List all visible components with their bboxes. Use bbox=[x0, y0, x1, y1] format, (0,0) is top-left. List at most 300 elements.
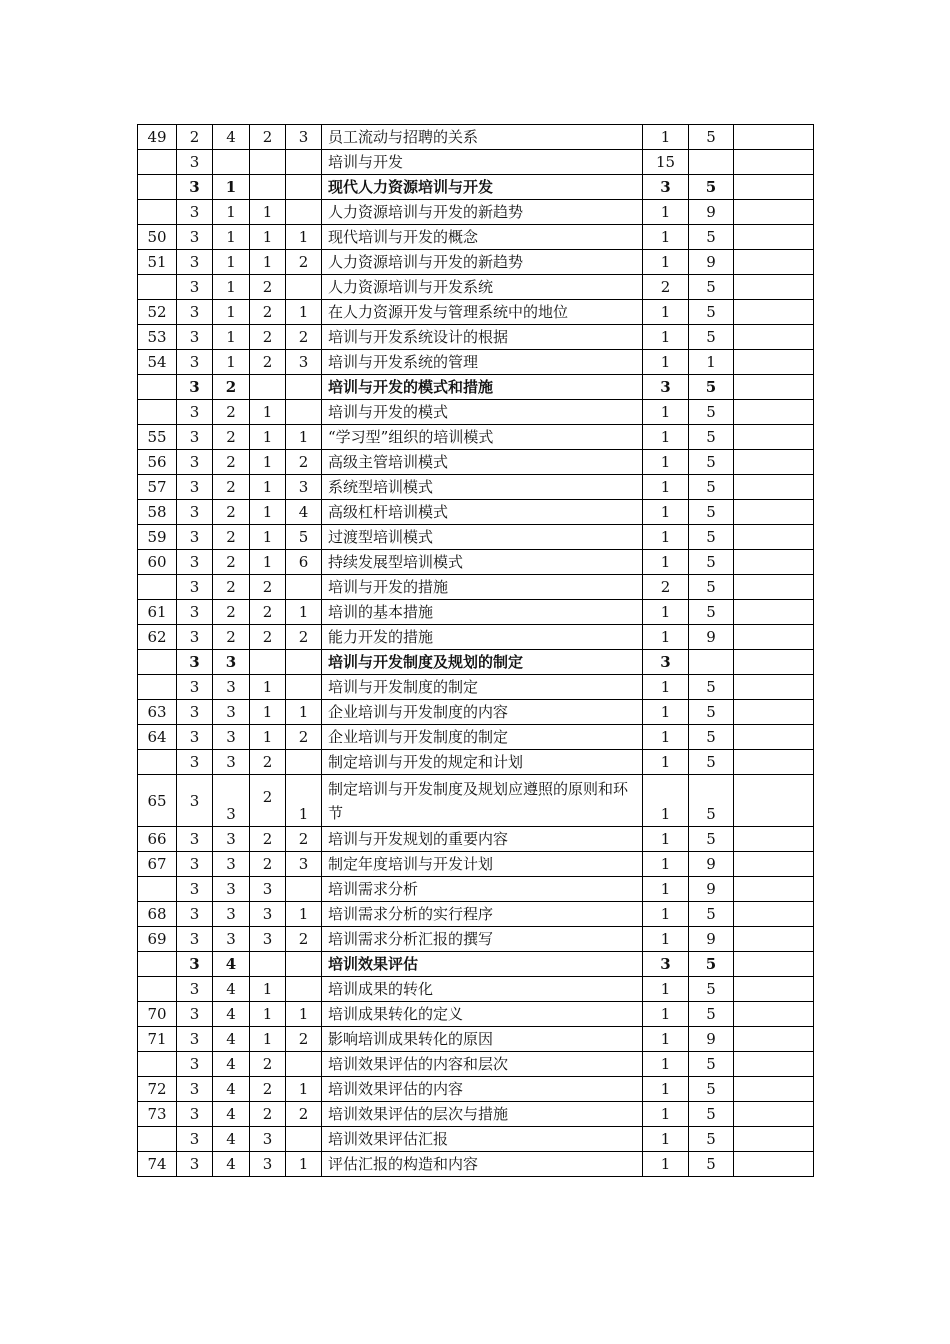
cell-level-3: 2 bbox=[250, 750, 286, 775]
table-row bbox=[138, 275, 814, 300]
cell-level-1: 3 bbox=[177, 1077, 213, 1102]
cell-value-a: 1 bbox=[643, 775, 689, 827]
cell-item-no: 53 bbox=[138, 325, 177, 350]
cell-level-3: 1 bbox=[250, 225, 286, 250]
table-row bbox=[138, 775, 814, 827]
cell-note bbox=[734, 125, 814, 150]
cell-level-3: 3 bbox=[250, 1152, 286, 1177]
cell-value-b: 9 bbox=[689, 625, 734, 650]
cell-level-2: 3 bbox=[213, 827, 250, 852]
cell-level-1: 3 bbox=[177, 500, 213, 525]
cell-level-2: 3 bbox=[213, 675, 250, 700]
cell-value-b bbox=[689, 650, 734, 675]
table-row bbox=[138, 250, 814, 275]
cell-topic: 高级杠杆培训模式 bbox=[322, 500, 643, 525]
cell-item-no: 54 bbox=[138, 350, 177, 375]
cell-item-no: 60 bbox=[138, 550, 177, 575]
cell-note bbox=[734, 750, 814, 775]
cell-level-3: 1 bbox=[250, 200, 286, 225]
cell-value-b: 5 bbox=[689, 750, 734, 775]
cell-level-1: 3 bbox=[177, 1127, 213, 1152]
cell-level-1: 3 bbox=[177, 1102, 213, 1127]
cell-topic: 制定培训与开发制度及规划应遵照的原则和环节 bbox=[322, 775, 643, 827]
cell-level-1: 3 bbox=[177, 450, 213, 475]
cell-level-4: 2 bbox=[286, 450, 322, 475]
cell-level-2: 2 bbox=[213, 450, 250, 475]
cell-note bbox=[734, 575, 814, 600]
cell-level-4: 1 bbox=[286, 902, 322, 927]
cell-level-3: 3 bbox=[250, 927, 286, 952]
cell-level-1: 3 bbox=[177, 550, 213, 575]
table-row bbox=[138, 927, 814, 952]
cell-value-b: 5 bbox=[689, 225, 734, 250]
cell-level-4 bbox=[286, 575, 322, 600]
cell-level-4 bbox=[286, 675, 322, 700]
cell-topic: 持续发展型培训模式 bbox=[322, 550, 643, 575]
cell-value-b: 5 bbox=[689, 550, 734, 575]
cell-topic: 培训需求分析汇报的撰写 bbox=[322, 927, 643, 952]
cell-level-2: 2 bbox=[213, 425, 250, 450]
cell-value-a: 1 bbox=[643, 927, 689, 952]
cell-level-2: 4 bbox=[213, 1027, 250, 1052]
cell-level-4: 1 bbox=[286, 225, 322, 250]
cell-level-3 bbox=[250, 650, 286, 675]
cell-level-4: 1 bbox=[286, 425, 322, 450]
cell-topic: 培训与开发规划的重要内容 bbox=[322, 827, 643, 852]
cell-level-2: 1 bbox=[213, 325, 250, 350]
cell-level-3: 2 bbox=[250, 775, 286, 827]
cell-level-3: 1 bbox=[250, 550, 286, 575]
cell-level-1: 3 bbox=[177, 1027, 213, 1052]
cell-level-2: 4 bbox=[213, 1102, 250, 1127]
cell-value-b: 5 bbox=[689, 1152, 734, 1177]
cell-topic: 人力资源培训与开发的新趋势 bbox=[322, 200, 643, 225]
cell-value-b: 5 bbox=[689, 275, 734, 300]
cell-level-1: 2 bbox=[177, 125, 213, 150]
table-row bbox=[138, 400, 814, 425]
cell-topic: 现代培训与开发的概念 bbox=[322, 225, 643, 250]
cell-value-a: 1 bbox=[643, 600, 689, 625]
cell-note bbox=[734, 1052, 814, 1077]
cell-level-2: 2 bbox=[213, 375, 250, 400]
cell-level-3: 2 bbox=[250, 1052, 286, 1077]
cell-level-2: 1 bbox=[213, 350, 250, 375]
cell-note bbox=[734, 325, 814, 350]
cell-level-1: 3 bbox=[177, 877, 213, 902]
cell-level-3 bbox=[250, 175, 286, 200]
cell-note bbox=[734, 425, 814, 450]
cell-note bbox=[734, 977, 814, 1002]
cell-level-1: 3 bbox=[177, 475, 213, 500]
cell-note bbox=[734, 1127, 814, 1152]
table-row bbox=[138, 1152, 814, 1177]
cell-item-no: 65 bbox=[138, 775, 177, 827]
cell-note bbox=[734, 625, 814, 650]
cell-level-2: 2 bbox=[213, 575, 250, 600]
cell-value-a: 1 bbox=[643, 350, 689, 375]
cell-value-b: 5 bbox=[689, 325, 734, 350]
cell-value-b: 5 bbox=[689, 827, 734, 852]
cell-value-b: 5 bbox=[689, 775, 734, 827]
cell-level-1: 3 bbox=[177, 700, 213, 725]
cell-level-2: 3 bbox=[213, 750, 250, 775]
cell-item-no bbox=[138, 150, 177, 175]
cell-topic: 培训需求分析的实行程序 bbox=[322, 902, 643, 927]
cell-note bbox=[734, 375, 814, 400]
cell-item-no bbox=[138, 675, 177, 700]
cell-level-2: 4 bbox=[213, 1152, 250, 1177]
cell-item-no: 64 bbox=[138, 725, 177, 750]
cell-note bbox=[734, 952, 814, 977]
table-row bbox=[138, 725, 814, 750]
cell-level-2: 2 bbox=[213, 625, 250, 650]
cell-note bbox=[734, 775, 814, 827]
cell-level-2: 3 bbox=[213, 650, 250, 675]
cell-item-no: 72 bbox=[138, 1077, 177, 1102]
cell-level-1: 3 bbox=[177, 1152, 213, 1177]
cell-value-b: 5 bbox=[689, 700, 734, 725]
cell-level-2: 3 bbox=[213, 775, 250, 827]
cell-value-a: 1 bbox=[643, 475, 689, 500]
cell-level-4: 1 bbox=[286, 1077, 322, 1102]
cell-note bbox=[734, 1102, 814, 1127]
cell-level-1: 3 bbox=[177, 300, 213, 325]
table-row bbox=[138, 977, 814, 1002]
cell-topic: 培训效果评估的内容 bbox=[322, 1077, 643, 1102]
cell-topic: 培训与开发的措施 bbox=[322, 575, 643, 600]
cell-value-a: 1 bbox=[643, 625, 689, 650]
cell-level-2: 2 bbox=[213, 600, 250, 625]
table-row bbox=[138, 600, 814, 625]
table-row bbox=[138, 300, 814, 325]
cell-value-b: 5 bbox=[689, 1102, 734, 1127]
cell-level-4: 6 bbox=[286, 550, 322, 575]
cell-item-no bbox=[138, 1052, 177, 1077]
cell-value-b: 5 bbox=[689, 525, 734, 550]
cell-value-a: 2 bbox=[643, 575, 689, 600]
cell-level-3 bbox=[250, 375, 286, 400]
cell-item-no bbox=[138, 575, 177, 600]
cell-level-4: 1 bbox=[286, 700, 322, 725]
table-row bbox=[138, 500, 814, 525]
table-row bbox=[138, 1077, 814, 1102]
cell-level-1: 3 bbox=[177, 927, 213, 952]
cell-level-2: 1 bbox=[213, 200, 250, 225]
cell-note bbox=[734, 250, 814, 275]
table-row bbox=[138, 625, 814, 650]
cell-level-3: 1 bbox=[250, 250, 286, 275]
table-row bbox=[138, 650, 814, 675]
cell-level-4: 5 bbox=[286, 525, 322, 550]
table-row bbox=[138, 475, 814, 500]
cell-level-2: 1 bbox=[213, 225, 250, 250]
cell-topic: 企业培训与开发制度的内容 bbox=[322, 700, 643, 725]
table-row bbox=[138, 375, 814, 400]
cell-value-a: 3 bbox=[643, 952, 689, 977]
cell-value-a: 1 bbox=[643, 400, 689, 425]
cell-value-b: 5 bbox=[689, 400, 734, 425]
cell-value-b: 9 bbox=[689, 250, 734, 275]
cell-level-3 bbox=[250, 150, 286, 175]
table-row bbox=[138, 175, 814, 200]
cell-item-no bbox=[138, 400, 177, 425]
cell-level-3: 3 bbox=[250, 902, 286, 927]
cell-topic: 培训效果评估汇报 bbox=[322, 1127, 643, 1152]
cell-item-no: 55 bbox=[138, 425, 177, 450]
cell-level-4 bbox=[286, 200, 322, 225]
cell-item-no bbox=[138, 200, 177, 225]
cell-level-1: 3 bbox=[177, 250, 213, 275]
table-body bbox=[138, 125, 814, 1177]
cell-level-1: 3 bbox=[177, 575, 213, 600]
cell-level-2: 4 bbox=[213, 952, 250, 977]
syllabus-table bbox=[137, 124, 814, 1177]
cell-level-3: 2 bbox=[250, 275, 286, 300]
cell-value-a: 1 bbox=[643, 1102, 689, 1127]
cell-value-b bbox=[689, 150, 734, 175]
cell-item-no bbox=[138, 175, 177, 200]
cell-level-3 bbox=[250, 952, 286, 977]
cell-value-a: 2 bbox=[643, 275, 689, 300]
cell-topic: 现代人力资源培训与开发 bbox=[322, 175, 643, 200]
cell-topic: 培训与开发的模式和措施 bbox=[322, 375, 643, 400]
cell-item-no: 63 bbox=[138, 700, 177, 725]
cell-value-a: 1 bbox=[643, 1127, 689, 1152]
cell-level-2: 1 bbox=[213, 175, 250, 200]
cell-value-a: 1 bbox=[643, 700, 689, 725]
cell-level-4: 1 bbox=[286, 1002, 322, 1027]
cell-level-1: 3 bbox=[177, 425, 213, 450]
cell-level-1: 3 bbox=[177, 775, 213, 827]
cell-note bbox=[734, 650, 814, 675]
cell-level-3: 2 bbox=[250, 1102, 286, 1127]
cell-level-1: 3 bbox=[177, 902, 213, 927]
cell-topic: 培训与开发 bbox=[322, 150, 643, 175]
cell-note bbox=[734, 877, 814, 902]
cell-topic: 过渡型培训模式 bbox=[322, 525, 643, 550]
cell-note bbox=[734, 525, 814, 550]
cell-level-2: 4 bbox=[213, 125, 250, 150]
cell-value-a: 1 bbox=[643, 877, 689, 902]
cell-level-3: 3 bbox=[250, 877, 286, 902]
cell-value-b: 5 bbox=[689, 675, 734, 700]
table-row bbox=[138, 150, 814, 175]
cell-value-a: 1 bbox=[643, 852, 689, 877]
cell-value-a: 3 bbox=[643, 650, 689, 675]
cell-value-a: 1 bbox=[643, 425, 689, 450]
cell-topic: 培训与开发制度及规划的制定 bbox=[322, 650, 643, 675]
cell-value-a: 1 bbox=[643, 977, 689, 1002]
cell-level-4 bbox=[286, 150, 322, 175]
cell-item-no: 69 bbox=[138, 927, 177, 952]
cell-level-1: 3 bbox=[177, 650, 213, 675]
cell-level-3: 1 bbox=[250, 525, 286, 550]
cell-level-2: 2 bbox=[213, 475, 250, 500]
cell-level-3: 2 bbox=[250, 852, 286, 877]
cell-level-1: 3 bbox=[177, 750, 213, 775]
cell-level-3: 1 bbox=[250, 425, 286, 450]
cell-value-b: 5 bbox=[689, 1052, 734, 1077]
cell-item-no: 49 bbox=[138, 125, 177, 150]
cell-level-4 bbox=[286, 952, 322, 977]
cell-level-2: 2 bbox=[213, 500, 250, 525]
cell-value-b: 5 bbox=[689, 375, 734, 400]
cell-note bbox=[734, 700, 814, 725]
cell-note bbox=[734, 175, 814, 200]
cell-item-no: 59 bbox=[138, 525, 177, 550]
cell-level-2: 3 bbox=[213, 725, 250, 750]
cell-note bbox=[734, 400, 814, 425]
cell-topic: 高级主管培训模式 bbox=[322, 450, 643, 475]
cell-value-b: 5 bbox=[689, 175, 734, 200]
cell-value-a: 1 bbox=[643, 225, 689, 250]
cell-item-no: 71 bbox=[138, 1027, 177, 1052]
cell-level-3: 2 bbox=[250, 325, 286, 350]
cell-level-2: 2 bbox=[213, 550, 250, 575]
cell-value-b: 5 bbox=[689, 1002, 734, 1027]
cell-level-4: 4 bbox=[286, 500, 322, 525]
table-row bbox=[138, 877, 814, 902]
table-row bbox=[138, 550, 814, 575]
cell-item-no: 57 bbox=[138, 475, 177, 500]
cell-note bbox=[734, 225, 814, 250]
cell-topic: 制定培训与开发的规定和计划 bbox=[322, 750, 643, 775]
cell-level-3: 1 bbox=[250, 475, 286, 500]
cell-value-a: 1 bbox=[643, 250, 689, 275]
cell-level-3: 1 bbox=[250, 1027, 286, 1052]
cell-item-no: 50 bbox=[138, 225, 177, 250]
cell-level-3: 3 bbox=[250, 1127, 286, 1152]
cell-item-no: 68 bbox=[138, 902, 177, 927]
cell-level-4: 2 bbox=[286, 625, 322, 650]
cell-level-2: 3 bbox=[213, 700, 250, 725]
cell-level-3: 2 bbox=[250, 625, 286, 650]
cell-value-b: 5 bbox=[689, 977, 734, 1002]
cell-note bbox=[734, 300, 814, 325]
cell-value-b: 5 bbox=[689, 600, 734, 625]
table-row bbox=[138, 700, 814, 725]
cell-value-a: 1 bbox=[643, 525, 689, 550]
cell-level-2: 1 bbox=[213, 250, 250, 275]
cell-topic: 培训效果评估的层次与措施 bbox=[322, 1102, 643, 1127]
cell-item-no bbox=[138, 650, 177, 675]
cell-note bbox=[734, 150, 814, 175]
cell-level-1: 3 bbox=[177, 325, 213, 350]
table-row bbox=[138, 350, 814, 375]
cell-level-1: 3 bbox=[177, 600, 213, 625]
cell-level-4 bbox=[286, 175, 322, 200]
cell-level-4 bbox=[286, 400, 322, 425]
cell-value-b: 9 bbox=[689, 877, 734, 902]
cell-note bbox=[734, 1152, 814, 1177]
cell-level-3: 2 bbox=[250, 350, 286, 375]
table-row bbox=[138, 450, 814, 475]
cell-level-2: 3 bbox=[213, 877, 250, 902]
cell-level-4: 2 bbox=[286, 1027, 322, 1052]
cell-item-no: 62 bbox=[138, 625, 177, 650]
table-row bbox=[138, 125, 814, 150]
cell-level-3: 1 bbox=[250, 400, 286, 425]
cell-item-no: 61 bbox=[138, 600, 177, 625]
cell-item-no bbox=[138, 750, 177, 775]
cell-level-3: 1 bbox=[250, 725, 286, 750]
cell-level-4: 3 bbox=[286, 350, 322, 375]
cell-item-no: 58 bbox=[138, 500, 177, 525]
cell-item-no: 52 bbox=[138, 300, 177, 325]
cell-value-b: 5 bbox=[689, 1077, 734, 1102]
cell-note bbox=[734, 675, 814, 700]
cell-note bbox=[734, 927, 814, 952]
cell-level-4: 2 bbox=[286, 827, 322, 852]
cell-value-a: 1 bbox=[643, 902, 689, 927]
cell-value-b: 9 bbox=[689, 927, 734, 952]
cell-level-3: 2 bbox=[250, 125, 286, 150]
cell-topic: 培训与开发系统的管理 bbox=[322, 350, 643, 375]
cell-item-no: 56 bbox=[138, 450, 177, 475]
cell-level-1: 3 bbox=[177, 525, 213, 550]
table-row bbox=[138, 1127, 814, 1152]
cell-level-1: 3 bbox=[177, 225, 213, 250]
cell-item-no bbox=[138, 977, 177, 1002]
cell-level-4: 1 bbox=[286, 1152, 322, 1177]
cell-level-2: 4 bbox=[213, 1077, 250, 1102]
cell-topic: 人力资源培训与开发系统 bbox=[322, 275, 643, 300]
cell-level-2: 4 bbox=[213, 977, 250, 1002]
cell-level-3: 1 bbox=[250, 977, 286, 1002]
table-row bbox=[138, 1052, 814, 1077]
table-row bbox=[138, 1002, 814, 1027]
cell-level-2: 2 bbox=[213, 400, 250, 425]
cell-value-b: 5 bbox=[689, 725, 734, 750]
cell-level-4: 3 bbox=[286, 475, 322, 500]
cell-value-b: 5 bbox=[689, 500, 734, 525]
cell-value-a: 1 bbox=[643, 125, 689, 150]
cell-note bbox=[734, 725, 814, 750]
cell-value-b: 5 bbox=[689, 902, 734, 927]
cell-level-1: 3 bbox=[177, 952, 213, 977]
cell-level-1: 3 bbox=[177, 350, 213, 375]
cell-topic: 企业培训与开发制度的制定 bbox=[322, 725, 643, 750]
cell-level-2: 3 bbox=[213, 902, 250, 927]
cell-level-1: 3 bbox=[177, 375, 213, 400]
cell-topic: 培训的基本措施 bbox=[322, 600, 643, 625]
cell-topic: 培训成果转化的定义 bbox=[322, 1002, 643, 1027]
cell-level-1: 3 bbox=[177, 675, 213, 700]
cell-note bbox=[734, 1077, 814, 1102]
cell-item-no: 67 bbox=[138, 852, 177, 877]
cell-level-4: 3 bbox=[286, 125, 322, 150]
table-row bbox=[138, 827, 814, 852]
cell-level-4: 2 bbox=[286, 725, 322, 750]
cell-value-a: 1 bbox=[643, 300, 689, 325]
cell-level-1: 3 bbox=[177, 977, 213, 1002]
cell-value-a: 3 bbox=[643, 175, 689, 200]
cell-value-a: 15 bbox=[643, 150, 689, 175]
table-row bbox=[138, 750, 814, 775]
table-row bbox=[138, 1027, 814, 1052]
cell-value-a: 1 bbox=[643, 500, 689, 525]
cell-level-2: 2 bbox=[213, 525, 250, 550]
cell-level-1: 3 bbox=[177, 200, 213, 225]
cell-topic: 培训与开发系统设计的根据 bbox=[322, 325, 643, 350]
cell-value-b: 5 bbox=[689, 475, 734, 500]
cell-level-1: 3 bbox=[177, 150, 213, 175]
cell-item-no bbox=[138, 952, 177, 977]
cell-topic: 系统型培训模式 bbox=[322, 475, 643, 500]
cell-value-a: 1 bbox=[643, 1002, 689, 1027]
cell-level-2: 1 bbox=[213, 300, 250, 325]
cell-value-b: 5 bbox=[689, 425, 734, 450]
